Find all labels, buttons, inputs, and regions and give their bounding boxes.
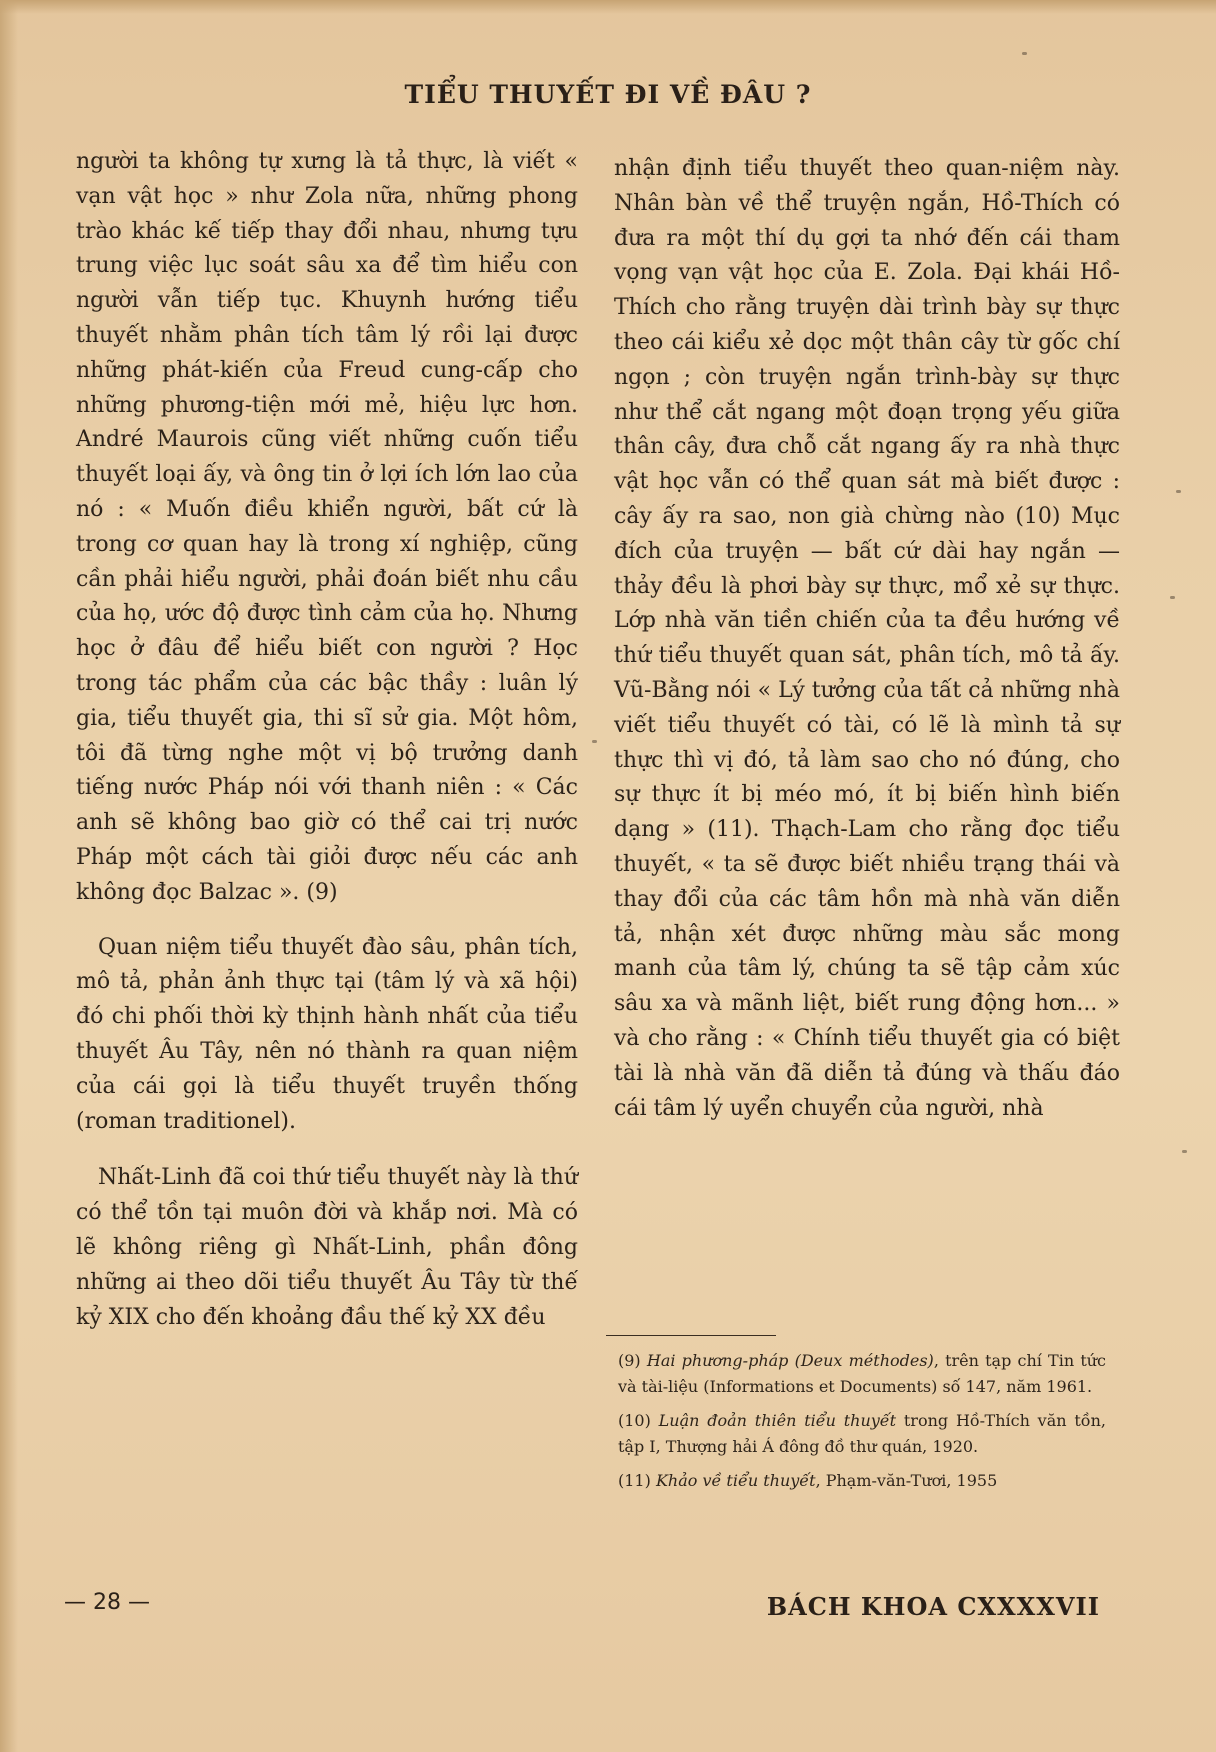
paper-speck — [1170, 596, 1175, 599]
paragraph: Quan niệm tiểu thuyết đào sâu, phân tích, mô tả, phản ảnh thực tại (tâm lý và xã hội) đó chi phối thời kỳ thịnh hành nhất của tiểu thuyết Âu Tây, nên nó thành ra quan niệm của cái gọi là tiểu thuyết truyền thống (roman traditionel). — [76, 934, 578, 1134]
footnote-number: (9) — [618, 1351, 641, 1370]
footnote-text: trong Hồ-Thích văn tồn, tập I, Thượng hải Á đông đồ thư quán, 1920. — [618, 1411, 1106, 1456]
paragraph: nhận định tiểu thuyết theo quan-niệm này. Nhân bàn về thể truyện ngắn, Hồ-Thích có đưa ra một thí dụ gợi ta nhớ đến cái tham vọng vạn vật học của E. Zola. Đại khái Hồ-Thích cho rằng truyện dài trình bày sự thực theo cái kiểu xẻ dọc một thân cây từ gốc chí ngọn ; còn truyện ngắn trình-bày sự thực như thể cắt ngang một đoạn trọng yếu giữa thân cây, đưa chỗ cắt ngang ấy ra nhà thực vật học vẫn có thể quan sát mà biết được : cây ấy ra sao, non già chừng nào (10) Mục đích của truyện — bất cứ dài hay ngắn — thảy đều là phơi bày sự thực, mổ xẻ sự thực. Lớp nhà văn tiền chiến của ta đều hướng về thứ tiểu thuyết quan sát, phân tích, mô tả ấy. Vũ-Bằng nói « Lý tưởng của tất cả những nhà viết tiểu thuyết có tài, có lẽ là mình tả sự thực thì vị đó, tả làm sao cho nó đúng, cho sự thực ít bị méo mó, ít bị biến hình biến dạng » (11). Thạch-Lam cho rằng đọc tiểu thuyết, « ta sẽ được biết nhiều trạng thái và thay đổi của các tâm hồn mà nhà văn diễn tả, nhận xét được những màu sắc mong manh của tâm lý, chúng ta sẽ tập cảm xúc sâu xa và mãnh liệt, biết rung động hơn... » và cho rằng : « Chính tiểu thuyết gia có biệt tài là nhà văn đã diễn tả đúng và thấu đáo cái tâm lý uyển chuyển của người, nhà — [614, 156, 1120, 1121]
page-number: — 28 — — [64, 1590, 150, 1615]
paragraph: Nhất-Linh đã coi thứ tiểu thuyết này là thứ có thể tồn tại muôn đời và khắp nơi. Mà có lẽ không riêng gì Nhất-Linh, phần đông những ai theo dõi tiểu thuyết Âu Tây từ thế kỷ XIX cho đến khoảng đầu thế kỷ XX đều — [76, 1165, 578, 1330]
paper-speck — [1176, 490, 1181, 493]
left-column — [76, 145, 578, 1335]
paper-speck — [1182, 1150, 1187, 1153]
page-edge-shadow-left — [0, 0, 18, 1752]
page-edge-shadow-top — [0, 0, 1216, 14]
paper-speck — [592, 740, 597, 743]
footnote-rule — [606, 1335, 776, 1336]
footnote-text: , trên tạp chí Tin tức và tài-liệu (Informations et Documents) số 147, năm 1961. — [618, 1351, 1107, 1396]
journal-name: BÁCH KHOA CXXXXVII — [766, 1592, 1100, 1621]
footnote-title: Khảo về tiểu thuyết — [655, 1471, 816, 1490]
footnote — [618, 1348, 1106, 1400]
footnote — [618, 1408, 1106, 1460]
footnote-title: Luận đoản thiên tiểu thuyết — [658, 1411, 897, 1430]
paragraph: người ta không tự xưng là tả thực, là viết « vạn vật học » như Zola nữa, những phong trào khác kế tiếp thay đổi nhau, nhưng tựu trung việc lục soát sâu xa để tìm hiểu con người vẫn tiếp tục. Khuynh hướng tiểu thuyết nhằm phân tích tâm lý rồi lại được những phát-kiến của Freud cung-cấp cho những phương-tiện mới mẻ, hiệu lực hơn. André Maurois cũng viết những cuốn tiểu thuyết loại ấy, và ông tin ở lợi ích lớn lao của nó : « Muốn điều khiển người, bất cứ là trong cơ quan hay là trong xí nghiệp, cũng cần phải hiểu người, phải đoán biết nhu cầu của họ, ước độ được tình cảm của họ. Nhưng học ở đâu để hiểu biết con người ? Học trong tác phẩm của các bậc thầy : luân lý gia, tiểu thuyết gia, thi sĩ sử gia. Một hôm, tôi đã từng nghe một vị bộ trưởng danh tiếng nước Pháp nói với thanh niên : « Các anh sẽ không bao giờ có thể cai trị nước Pháp một cách tài giỏi được nếu các anh không đọc Balzac ». (9) — [76, 149, 578, 905]
footnote-number: (10) — [618, 1411, 651, 1430]
paper-speck — [1022, 52, 1027, 55]
right-column — [614, 152, 1120, 1126]
footnote-title: Hai phương-pháp (Deux méthodes) — [646, 1351, 934, 1370]
running-header: TIỂU THUYẾT ĐI VỀ ĐÂU ? — [404, 80, 812, 109]
footnotes — [618, 1348, 1106, 1502]
footnote-number: (11) — [618, 1471, 651, 1490]
footnote — [618, 1468, 1106, 1494]
footnote-text: , Phạm-văn-Tươi, 1955 — [815, 1471, 998, 1490]
